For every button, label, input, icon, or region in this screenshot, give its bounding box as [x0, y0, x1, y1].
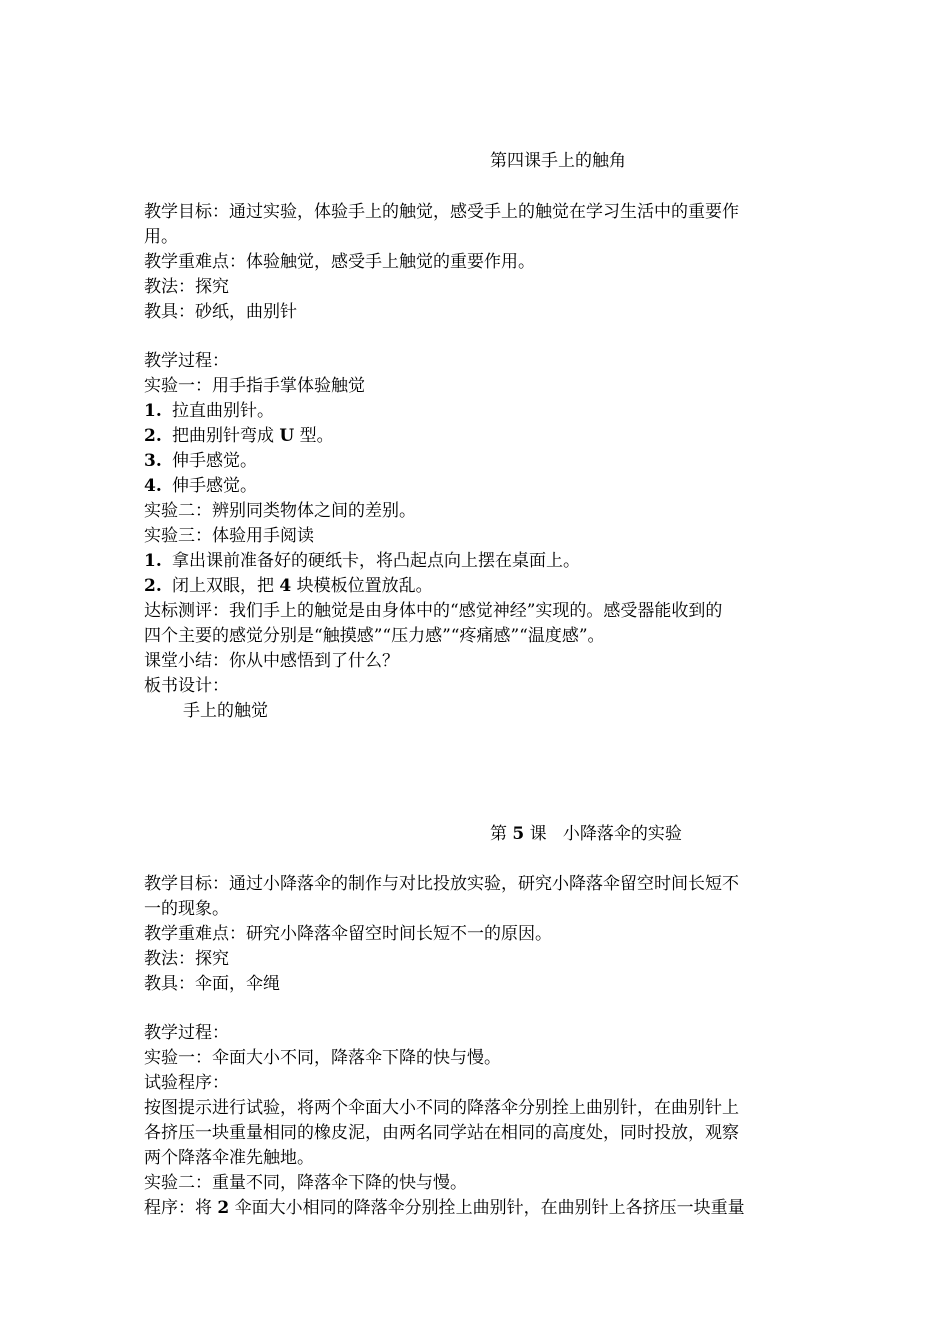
procedure-text: 伞面大小相同的降落伞分别拴上曲别针，在曲别针上各挤压一块重量 [229, 1198, 745, 1218]
step-text-bold: U [279, 426, 295, 446]
lesson5-key-points: 教学重难点：研究小降落伞留空时间长短不一的原因。 [144, 924, 552, 944]
step-number: 1. [144, 401, 162, 421]
lesson5-process-label: 教学过程： [144, 1023, 229, 1043]
lesson4-exp1-step [144, 449, 257, 474]
step-number: 4. [144, 476, 162, 496]
procedure-text: 程序：将 [144, 1198, 218, 1218]
lesson5-procedure-line2: 各挤压一块重量相同的橡皮泥，由两名同学站在相同的高度处，同时投放，观察 [144, 1123, 739, 1143]
step-text: 闭上双眼，把 [172, 576, 280, 596]
lesson4-exp1-step [144, 399, 274, 424]
lesson4-exp2-title: 实验二：辨别同类物体之间的差别。 [144, 501, 416, 521]
step-text: 把曲别针弯成 [172, 426, 280, 446]
lesson5-goal-line1: 教学目标：通过小降落伞的制作与对比投放实验，研究小降落伞留空时间长短不 [144, 874, 739, 894]
lesson5-exp2-title: 实验二：重量不同，降落伞下降的快与慢。 [144, 1173, 467, 1193]
step-text: 块模板位置放乱。 [291, 576, 433, 596]
step-text: 伸手感觉。 [172, 476, 257, 496]
lesson5-tools: 教具：伞面，伞绳 [144, 974, 280, 994]
lesson5-procedure-label: 试验程序： [144, 1073, 229, 1093]
lesson4-exp3-title: 实验三：体验用手阅读 [144, 526, 314, 546]
lesson4-board-content: 手上的触觉 [183, 701, 268, 721]
lesson4-title: 第四课手上的触角 [490, 151, 626, 171]
title-prefix: 第 [490, 824, 513, 844]
lesson4-exp3-step [144, 574, 433, 599]
step-text-bold: 4 [279, 576, 292, 596]
lesson4-assessment-line2: 四个主要的感觉分别是“触摸感”“压力感”“疼痛感”“温度感”。 [144, 626, 605, 646]
lesson5-exp1-title: 实验一：伞面大小不同，降落伞下降的快与慢。 [144, 1048, 501, 1068]
lesson4-goal-line2: 用。 [144, 227, 178, 247]
step-number: 2. [144, 426, 162, 446]
lesson4-exp1-step [144, 474, 257, 499]
title-suffix: 课 小降落伞的实验 [524, 824, 682, 844]
lesson5-goal-line2: 一的现象。 [144, 899, 229, 919]
lesson4-method: 教法：探究 [144, 277, 229, 297]
step-number: 3. [144, 451, 162, 471]
lesson4-exp1-title: 实验一：用手指手掌体验触觉 [144, 376, 365, 396]
lesson4-assessment-line1: 达标测评：我们手上的触觉是由身体中的“感觉神经”实现的。感受器能收到的 [144, 601, 723, 621]
step-number: 1. [144, 551, 162, 571]
lesson4-exp3-step [144, 549, 580, 574]
title-number: 5 [512, 824, 525, 844]
step-text: 伸手感觉。 [172, 451, 257, 471]
step-text: 拉直曲别针。 [172, 401, 274, 421]
lesson4-exp1-step [144, 424, 334, 449]
lesson4-process-label: 教学过程： [144, 351, 229, 371]
lesson4-summary: 课堂小结：你从中感悟到了什么？ [144, 651, 399, 671]
step-text: 型。 [294, 426, 334, 446]
lesson4-key-points: 教学重难点：体验触觉，感受手上触觉的重要作用。 [144, 252, 535, 272]
lesson5-title [490, 822, 682, 847]
step-text: 拿出课前准备好的硬纸卡，将凸起点向上摆在桌面上。 [172, 551, 580, 571]
lesson4-tools: 教具：砂纸，曲别针 [144, 302, 297, 322]
procedure-number: 2 [217, 1198, 230, 1218]
lesson5-procedure-line3: 两个降落伞准先触地。 [144, 1148, 314, 1168]
lesson5-procedure-line1: 按图提示进行试验，将两个伞面大小不同的降落伞分别拴上曲别针，在曲别针上 [144, 1098, 739, 1118]
lesson4-goal-line1: 教学目标：通过实验，体验手上的触觉，感受手上的触觉在学习生活中的重要作 [144, 202, 739, 222]
lesson4-board-label: 板书设计： [144, 676, 229, 696]
lesson5-method: 教法：探究 [144, 949, 229, 969]
lesson5-exp2-procedure [144, 1196, 745, 1221]
step-number: 2. [144, 576, 162, 596]
